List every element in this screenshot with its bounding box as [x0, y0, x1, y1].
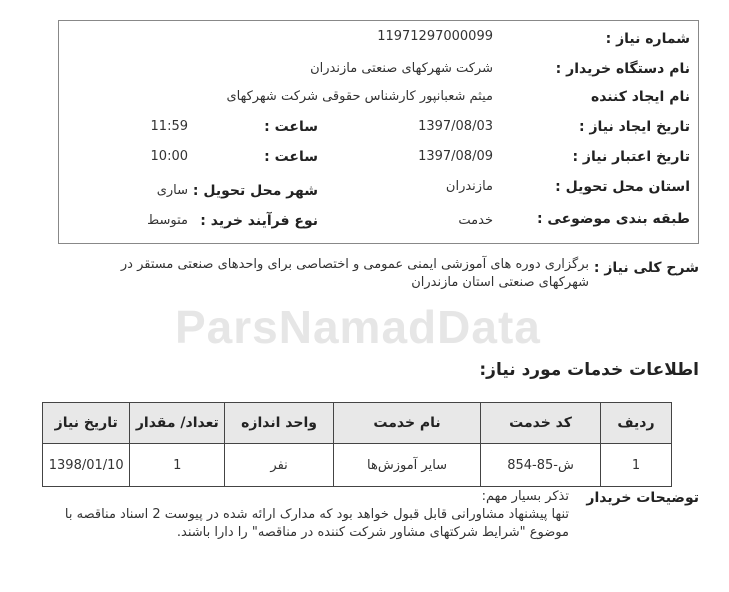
services-title: اطلاعات خدمات مورد نیاز: — [479, 360, 699, 380]
header-need-date: تاریخ نیاز — [43, 403, 130, 444]
created-time-label: ساعت : — [264, 119, 318, 135]
valid-date-label: تاریخ اعتبار نیاز : — [572, 149, 690, 165]
cell-service-name: سایر آموزش‌ها — [333, 444, 480, 487]
cell-quantity: 1 — [130, 444, 225, 487]
city: ساری — [156, 183, 188, 198]
created-time: 11:59 — [150, 119, 188, 134]
province-label: استان محل تحویل : — [555, 179, 690, 195]
created-date: 1397/08/03 — [418, 119, 493, 134]
need-number-label: شماره نیاز : — [605, 31, 690, 47]
cell-service-code: ش-85-854 — [481, 444, 601, 487]
header-row-number: ردیف — [600, 403, 671, 444]
header-service-code: کد خدمت — [481, 403, 601, 444]
valid-time: 10:00 — [150, 149, 188, 164]
process-label: نوع فرآیند خرید : — [200, 213, 318, 229]
city-label: شهر محل تحویل : — [192, 183, 318, 199]
services-table — [42, 402, 672, 487]
notes-line-2: تنها پیشنهاد مشاورانی قابل قبول خواهد بود که مدارک ارائه شده در پیوست 2 اسناد مناقصه با موضوع "شرایط شرکتهای مشاور شرکت کننده در مناقصه" را دارا باشند. — [64, 507, 569, 540]
description-text: برگزاری دوره های آموزشی ایمنی عمومی و اختصاصی برای واحدهای صنعتی مستقر در شهرکهای صنعتی استان مازندران — [120, 257, 589, 290]
valid-date: 1397/08/09 — [418, 149, 493, 164]
category-label: طبقه بندی موضوعی : — [536, 211, 690, 227]
cell-need-date: 1398/01/10 — [43, 444, 130, 487]
header-quantity: تعداد/ مقدار — [130, 403, 225, 444]
province: مازندران — [445, 179, 493, 194]
notes-text — [29, 488, 569, 542]
header-service-name: نام خدمت — [333, 403, 480, 444]
watermark: ParsNamadData — [175, 301, 541, 353]
table-header-row — [43, 403, 672, 444]
process: متوسط — [147, 213, 188, 228]
need-info-box — [58, 20, 699, 244]
notes-label: توضیحات خریدار — [586, 490, 699, 506]
description-label: شرح کلی نیاز : — [593, 260, 699, 276]
buyer-org-label: نام دستگاه خریدار : — [555, 61, 690, 77]
cell-unit: نفر — [225, 444, 334, 487]
buyer-org: شرکت شهرکهای صنعتی مازندران — [310, 61, 493, 76]
created-date-label: تاریخ ایجاد نیاز : — [578, 119, 690, 135]
header-unit: واحد اندازه — [225, 403, 334, 444]
valid-time-label: ساعت : — [264, 149, 318, 165]
creator: میثم شعبانپور کارشناس حقوقی شرکت شهرکهای — [226, 89, 493, 104]
creator-label: نام ایجاد کننده — [590, 89, 690, 105]
cell-row-number: 1 — [600, 444, 671, 487]
table-row — [43, 444, 672, 487]
notes-line-1: تذکر بسیار مهم: — [481, 489, 569, 504]
category: خدمت — [458, 213, 493, 228]
need-number: 11971297000099 — [377, 29, 493, 44]
